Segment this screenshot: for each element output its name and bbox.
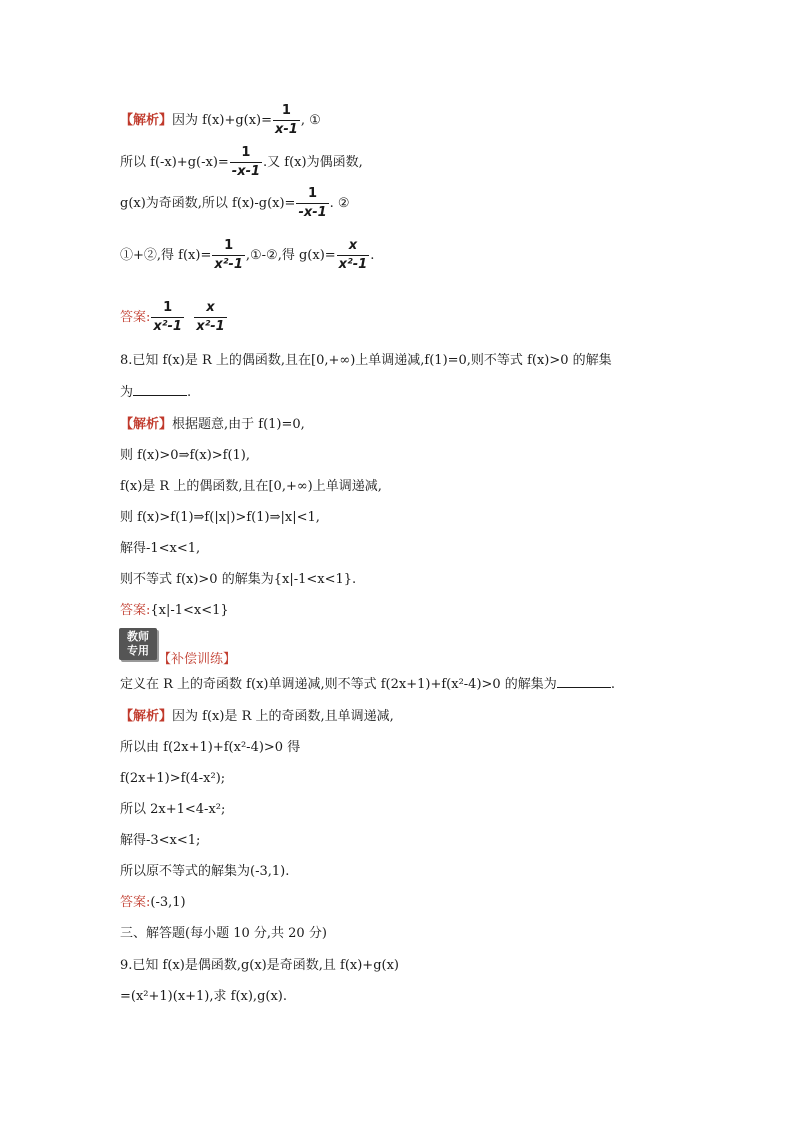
p7-mark-1: , ①: [300, 113, 321, 128]
numerator: x: [206, 300, 215, 315]
p8-analysis-line-6: 则不等式 f(x)>0 的解集为{x|-1<x<1}.: [120, 572, 357, 587]
sup-analysis-line-6: 所以原不等式的解集为(-3,1).: [120, 864, 290, 879]
sup-q-text: 定义在 R 上的奇函数 f(x)单调递减,则不等式 f(2x+1)+f(x²-4)>0 的解集为: [120, 677, 557, 692]
p7-text: 因为: [172, 113, 203, 128]
fraction-1-over-neg-x-1: [296, 186, 328, 221]
section-heading: 三、解答题(每小题 10 分,共 20 分): [120, 926, 327, 941]
denominator: x²-1: [153, 319, 182, 334]
answer-fraction-f: [151, 300, 184, 335]
sup-a-text: 因为 f(x)是 R 上的奇函数,且单调递减,: [172, 709, 394, 724]
p8-analysis-line-2: 则 f(x)>0⇒f(x)>f(1),: [120, 448, 251, 463]
sup-analysis-line-2: 所以由 f(2x+1)+f(x²-4)>0 得: [120, 740, 301, 755]
p7-expr: ①+②,得 f(x)=: [120, 248, 212, 263]
p7-expr: g(x)为奇函数,所以 f(x)-g(x)=: [120, 196, 296, 211]
numerator: x: [348, 238, 358, 253]
numerator: 1: [308, 186, 318, 201]
p9-question-line-1: 9.已知 f(x)是偶函数,g(x)是奇函数,且 f(x)+g(x): [120, 958, 399, 973]
p8-analysis-line-5: 解得-1<x<1,: [120, 541, 201, 556]
answer-tag: 答案:: [120, 603, 151, 618]
p7-line-2: [120, 145, 363, 180]
p8-analysis-line-3: f(x)是 R 上的偶函数,且在[0,+∞)上单调递减,: [120, 479, 382, 494]
denominator: -x-1: [231, 164, 261, 179]
fraction-1-over-neg-x-1: [230, 145, 262, 180]
answer-blank: [557, 687, 611, 688]
sup-analysis-line-3: f(2x+1)>f(4-x²);: [120, 771, 226, 786]
p8-question-line-2: [120, 384, 191, 402]
p7-expr: 所以 f(-x)+g(-x)=: [120, 155, 229, 170]
p7-answer: [120, 300, 228, 335]
numerator: 1: [224, 238, 234, 253]
sup-answer-value: (-3,1): [150, 895, 186, 910]
denominator: x²-1: [196, 319, 225, 334]
badge-line-1: 教师: [127, 630, 149, 643]
analysis-tag: 【解析】: [120, 113, 173, 128]
p7-mark-2: . ②: [329, 196, 350, 211]
supplement-tag: 【补偿训练】: [158, 652, 237, 667]
p7-line-1: [120, 103, 321, 138]
answer-blank: [133, 395, 187, 396]
p8-answer: [120, 602, 229, 620]
analysis-tag: 【解析】: [120, 417, 173, 432]
p7-expr: f(x)+g(x)=: [202, 113, 273, 128]
p7-text: .又 f(x)为偶函数,: [263, 155, 363, 170]
sup-q-end: .: [610, 677, 615, 692]
p8-question-line-1: 8.已知 f(x)是 R 上的偶函数,且在[0,+∞)上单调递减,f(1)=0,则不等式 f(x)>0 的解集: [120, 353, 612, 368]
analysis-tag: 【解析】: [120, 709, 173, 724]
fraction-1-over-x2-1: [212, 238, 245, 273]
badge-line-2: 专用: [127, 644, 149, 657]
answer-tag: 答案:: [120, 895, 151, 910]
answer-fraction-g: [194, 300, 227, 335]
numerator: 1: [241, 145, 251, 160]
p8-analysis-line-4: 则 f(x)>f(1)⇒f(|x|)>f(1)⇒|x|<1,: [120, 510, 320, 525]
p8-a-text: 根据题意,由于 f(1)=0,: [172, 417, 305, 432]
teacher-only-badge: [119, 628, 157, 660]
p8-q-text: 为: [120, 385, 134, 400]
sup-analysis-line-4: 所以 2x+1<4-x²;: [120, 802, 226, 817]
denominator: -x-1: [298, 205, 327, 220]
p7-line-3: [120, 186, 350, 221]
p7-text: .: [370, 248, 375, 263]
denominator: x²-1: [214, 257, 243, 272]
p9-question-line-2: =(x²+1)(x+1),求 f(x),g(x).: [120, 989, 287, 1004]
answer-tag: 答案:: [120, 310, 151, 325]
sup-analysis-line-1: [120, 708, 394, 726]
denominator: x-1: [275, 122, 298, 137]
p7-line-4: [120, 238, 374, 273]
p8-q-end: .: [187, 385, 192, 400]
p7-expr: ,①-②,得 g(x)=: [245, 248, 336, 263]
fraction-1-over-x-1: [273, 103, 300, 138]
p8-analysis-line-1: [120, 416, 305, 434]
sup-question: [120, 676, 615, 694]
sup-answer: [120, 894, 186, 912]
sup-analysis-line-5: 解得-3<x<1;: [120, 833, 201, 848]
numerator: 1: [281, 103, 291, 118]
denominator: x²-1: [338, 257, 368, 272]
p8-answer-value: {x|-1<x<1}: [150, 603, 229, 618]
numerator: 1: [163, 300, 173, 315]
fraction-x-over-x2-1: [337, 238, 370, 273]
